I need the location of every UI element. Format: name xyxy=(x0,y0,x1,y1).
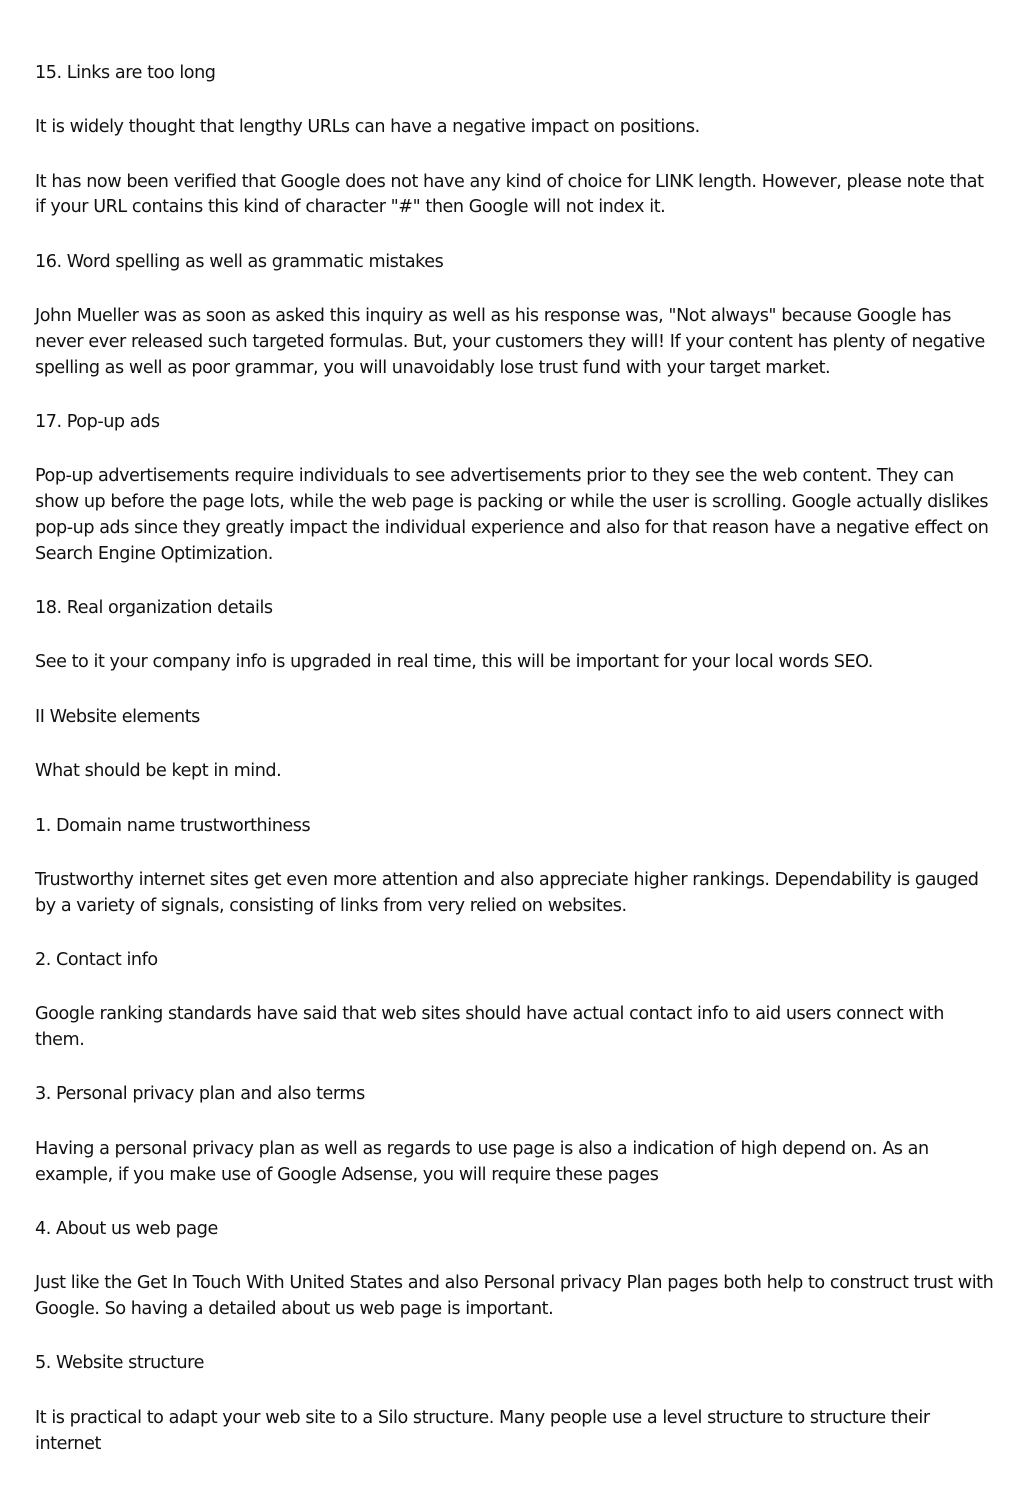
section-heading-domain-trustworthiness: 1. Domain name trustworthiness xyxy=(35,815,311,836)
section-heading-popup-ads: 17. Pop-up ads xyxy=(35,412,160,433)
section-heading-about-us: 4. About us web page xyxy=(35,1218,218,1239)
section-heading-organization-details: 18. Real organization details xyxy=(35,597,273,618)
body-paragraph: Trustworthy internet sites get even more attention and also appreciate higher rankings. Dependability is gauged by a variety of signals, consisting of links from very relied on websites. xyxy=(35,869,979,916)
section-heading-contact-info: 2. Contact info xyxy=(35,950,158,970)
section-heading-website-elements: II Website elements xyxy=(35,706,200,727)
section-heading-spelling-grammar: 16. Word spelling as well as grammatic mistakes xyxy=(35,251,444,272)
body-paragraph: What should be kept in mind. xyxy=(35,761,282,782)
section-heading-privacy-terms: 3. Personal privacy plan and also terms xyxy=(35,1084,365,1105)
body-paragraph: It is widely thought that lengthy URLs can have a negative impact on positions. xyxy=(35,117,700,138)
section-heading-website-structure: 5. Website structure xyxy=(35,1353,204,1374)
body-paragraph: It is practical to adapt your web site to a Silo structure. Many people use a level structure to structure their internet xyxy=(35,1407,930,1454)
body-paragraph: John Mueller was as soon as asked this inquiry as well as his response was, "Not always" because Google has never ever released such targeted formulas. But, your customers they will! If your content has plenty of negative spelling as well as poor grammar, you will unavoidably lose trust fund with your target market. xyxy=(35,306,985,378)
section-heading-links-too-long: 15. Links are too long xyxy=(35,63,216,83)
body-paragraph: Google ranking standards have said that web sites should have actual contact info to aid users connect with them. xyxy=(35,1004,944,1051)
body-paragraph: It has now been verified that Google does not have any kind of choice for LINK length. However, please note that if your URL contains this kind of character "#" then Google will not index it. xyxy=(35,171,984,218)
body-paragraph: Just like the Get In Touch With United States and also Personal privacy Plan pages both help to construct trust with Google. So having a detailed about us web page is important. xyxy=(35,1273,994,1320)
body-paragraph: Having a personal privacy plan as well as regards to use page is also a indication of high depend on. As an example, if you make use of Google Adsense, you will require these pages xyxy=(35,1138,929,1185)
document-page xyxy=(35,61,995,1486)
body-paragraph: See to it your company info is upgraded in real time, this will be important for your local words SEO. xyxy=(35,652,873,673)
body-paragraph: Pop-up advertisements require individuals to see advertisements prior to they see the web content. They can show up before the page lots, while the web page is packing or while the user is scrolling. Google actually dislikes pop-up ads since they greatly impact the individual experience and also for that reason have a negative effect on Search Engine Optimization. xyxy=(35,466,989,564)
